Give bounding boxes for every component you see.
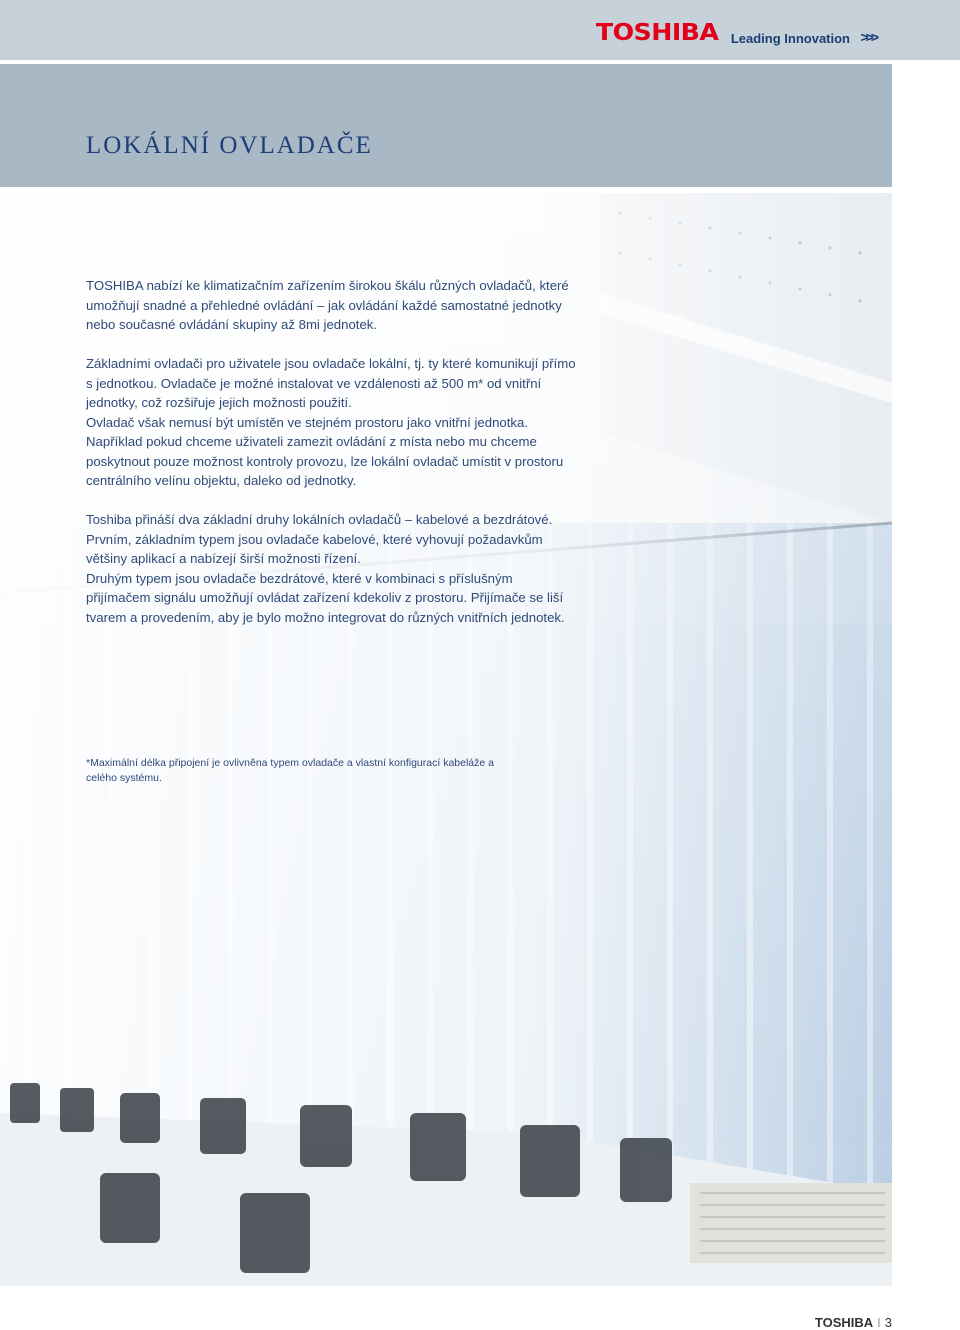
paragraph: Druhým typem jsou ovladače bezdrátové, které v kombinaci s příslušným přijímačem signálu umožňují ovládat zařízení kdekoliv z prostoru. Přijímače se liší tvarem a provedením, aby je bylo možno integrovat do různých vnitřních jednotek. <box>86 570 565 625</box>
paragraph: Toshiba přináší dva základní druhy lokálních ovladačů – kabelové a bezdrátové. <box>86 512 553 527</box>
double-chevron-icon: >>> <box>860 29 876 45</box>
footer-brand: TOSHIBA <box>814 1315 874 1330</box>
paragraph: Ovladač však nemusí být umístěn ve stejném prostoru jako vnitřní jednotka. Například pokud chceme uživateli zamezit ovládání z místa nebo mu chceme poskytnout pouze možnost kontroly provozu, lze lokální ovladač umístit v prostoru centrálního velínu objektu, daleko od jednotky. <box>86 414 564 488</box>
toshiba-logo: TOSHIBA <box>595 20 718 46</box>
paragraph: Prvním, základním typem jsou ovladače kabelové, které vyhovují požadavkům většiny aplikací a nabízejí širší možnosti řízení. <box>86 531 543 566</box>
paragraph: TOSHIBA nabízí ke klimatizačním zařízením širokou škálu různých ovladačů, které umožňují snadné a přehledné ovládání – jak ovládání každé samostatné jednotky nebo současné ovládání skupiny až 8mi jednotek. <box>86 278 569 332</box>
footer-separator: I <box>877 1315 881 1330</box>
header-bar <box>0 0 960 60</box>
tagline: Leading Innovation <box>730 31 850 46</box>
page-footer <box>815 1315 892 1330</box>
page-number: 3 <box>884 1315 892 1330</box>
footnote: *Maximální délka připojení je ovlivněna typem ovladače a vlastní konfigurací kabeláže a celého systému. <box>86 757 494 784</box>
paragraph: Základními ovladači pro uživatele jsou ovladače lokální, tj. ty které komunikují přímo s jednotkou. Ovladače je možné instalovat ve vzdálenosti až 500 m* od vnitřní jednotky, což rozšiřuje jejich možnosti použití. <box>86 356 576 410</box>
page-title: LOKÁLNÍ OVLADAČE <box>86 132 373 159</box>
title-bar <box>0 64 892 187</box>
body-text <box>86 276 576 627</box>
